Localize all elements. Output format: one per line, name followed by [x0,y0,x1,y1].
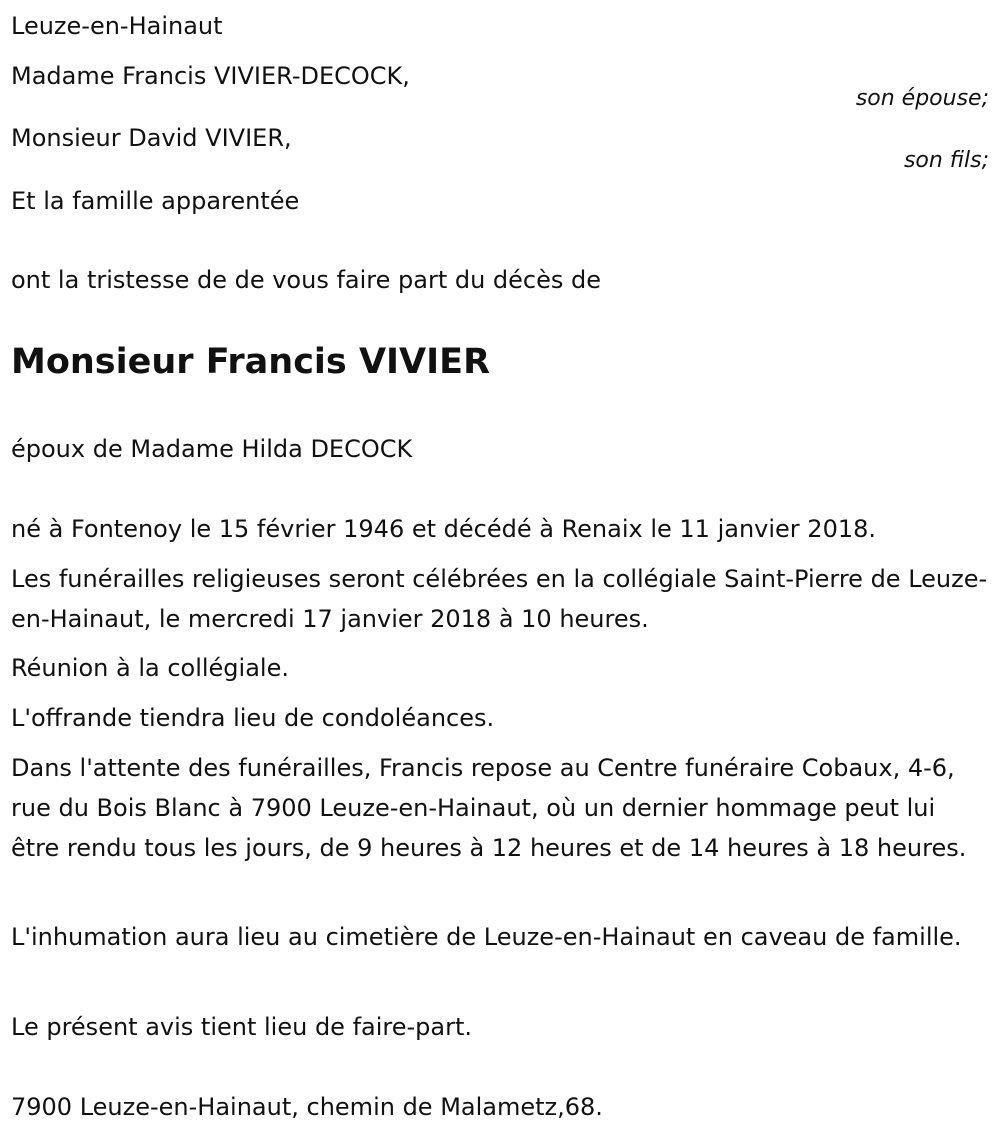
rest-paragraph: Dans l'attente des funérailles, Francis repose au Centre funéraire Cobaux, 4-6, rue du Bois Blanc à 7900 Leuze-en-Hainaut, où un dernier hommage peut lui être rendu tous les jours, de 9 heures à 12 heures et de 14 heures à 18 heures. [11,754,967,862]
offering-line: L'offrande tiendra lieu de condoléances. [11,704,495,732]
son-name: Monsieur David VIVIER, [11,124,292,152]
header-place: Leuze-en-Hainaut [11,12,223,40]
meeting-line: Réunion à la collégiale. [11,654,289,682]
spouse-role: son épouse; [855,86,989,111]
spouse-of-line: époux de Madame Hilda DECOCK [11,435,413,463]
son-role: son fils; [903,148,989,173]
deceased-name: Monsieur Francis VIVIER [11,342,491,382]
birth-death-line: né à Fontenoy le 15 février 1946 et décédé à Renaix le 11 janvier 2018. [11,515,877,543]
burial-paragraph: L'inhumation aura lieu au cimetière de Leuze-en-Hainaut en caveau de famille. [11,923,962,951]
spouse-name: Madame Francis VIVIER-DECOCK, [11,62,410,90]
footer-address: 7900 Leuze-en-Hainaut, chemin de Malametz,68. [11,1093,603,1121]
relatives-line: Et la famille apparentée [11,187,300,215]
announcement-line: ont la tristesse de de vous faire part du décès de [11,266,602,294]
notice-line: Le présent avis tient lieu de faire-part. [11,1013,473,1041]
funeral-paragraph: Les funérailles religieuses seront célébrées en la collégiale Saint-Pierre de Leuze-en-Hainaut, le mercredi 17 janvier 2018 à 10 heures. [11,565,988,633]
